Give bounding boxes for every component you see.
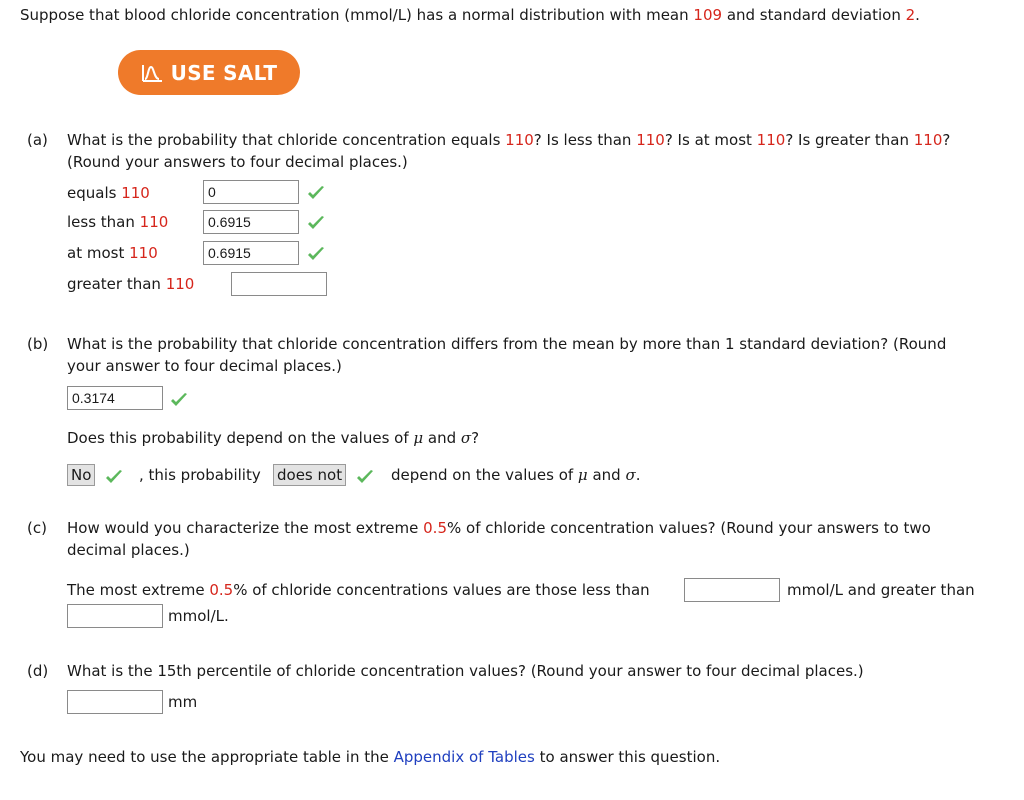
row-less-than-label: less than 110	[67, 213, 169, 231]
mean-value: 109	[693, 6, 723, 24]
row-at-most-label: at most 110	[67, 244, 158, 262]
salt-chart-icon	[141, 63, 163, 83]
part-a-rounding-note: (Round your answers to four decimal places.)	[67, 153, 408, 171]
percentile-input[interactable]	[67, 690, 163, 714]
check-icon	[170, 392, 188, 408]
no-dropdown[interactable]: No	[67, 464, 95, 486]
part-c-answer-text: The most extreme 0.5% of chloride concentrations values are those less than	[67, 581, 650, 599]
greater-than-input[interactable]	[231, 272, 327, 296]
less-than-input[interactable]: 0.6915	[203, 210, 299, 234]
at-most-input[interactable]: 0.6915	[203, 241, 299, 265]
appendix-link[interactable]: Appendix of Tables	[393, 748, 535, 766]
use-salt-button[interactable]	[118, 50, 300, 95]
check-icon	[307, 246, 325, 262]
footer-text: You may need to use the appropriate table in the Appendix of Tables to answer this question.	[20, 748, 721, 766]
check-icon	[356, 469, 374, 485]
part-c-label: (c)	[27, 519, 47, 537]
row-greater-than-label: greater than 110	[67, 275, 195, 293]
check-icon	[105, 469, 123, 485]
check-icon	[307, 215, 325, 231]
part-d-unit: mm	[168, 693, 198, 711]
use-salt-label: USE SALT	[170, 60, 278, 85]
part-b-label: (b)	[27, 335, 49, 353]
part-b-question-line2: your answer to four decimal places.)	[67, 357, 342, 375]
equals-input[interactable]: 0	[203, 180, 299, 204]
comma-text: , this probability	[139, 466, 261, 484]
does-not-dropdown[interactable]: does not	[273, 464, 346, 486]
part-b-answer-input[interactable]: 0.3174	[67, 386, 163, 410]
sd-value: 2	[905, 6, 916, 24]
part-b-question-line1: What is the probability that chloride concentration differs from the mean by more than 1 standard deviation? (Round	[67, 335, 947, 353]
row-equals-label: equals 110	[67, 184, 150, 202]
part-c-mid-text: mmol/L and greater than	[787, 581, 975, 599]
greater-than-value-input[interactable]	[67, 604, 163, 628]
part-d-question: What is the 15th percentile of chloride concentration values? (Round your answer to four decimal places.)	[67, 662, 864, 680]
intro-text: Suppose that blood chloride concentration (mmol/L) has a normal distribution with mean 109 and standard deviation 2.	[20, 6, 920, 24]
check-icon	[307, 185, 325, 201]
part-a-label: (a)	[27, 131, 48, 149]
part-c-unit: mmol/L.	[168, 607, 229, 625]
part-c-question-line2: decimal places.)	[67, 541, 190, 559]
depend-statement: depend on the values of μ and σ.	[391, 466, 641, 484]
part-d-label: (d)	[27, 662, 49, 680]
part-b-depend-question: Does this probability depend on the values of μ and σ?	[67, 429, 480, 447]
less-than-value-input[interactable]	[684, 578, 780, 602]
part-a-question: What is the probability that chloride concentration equals 110? Is less than 110? Is at most 110? Is greater than 110?	[67, 131, 951, 149]
part-c-question: How would you characterize the most extreme 0.5% of chloride concentration values? (Round your answers to two	[67, 519, 931, 537]
